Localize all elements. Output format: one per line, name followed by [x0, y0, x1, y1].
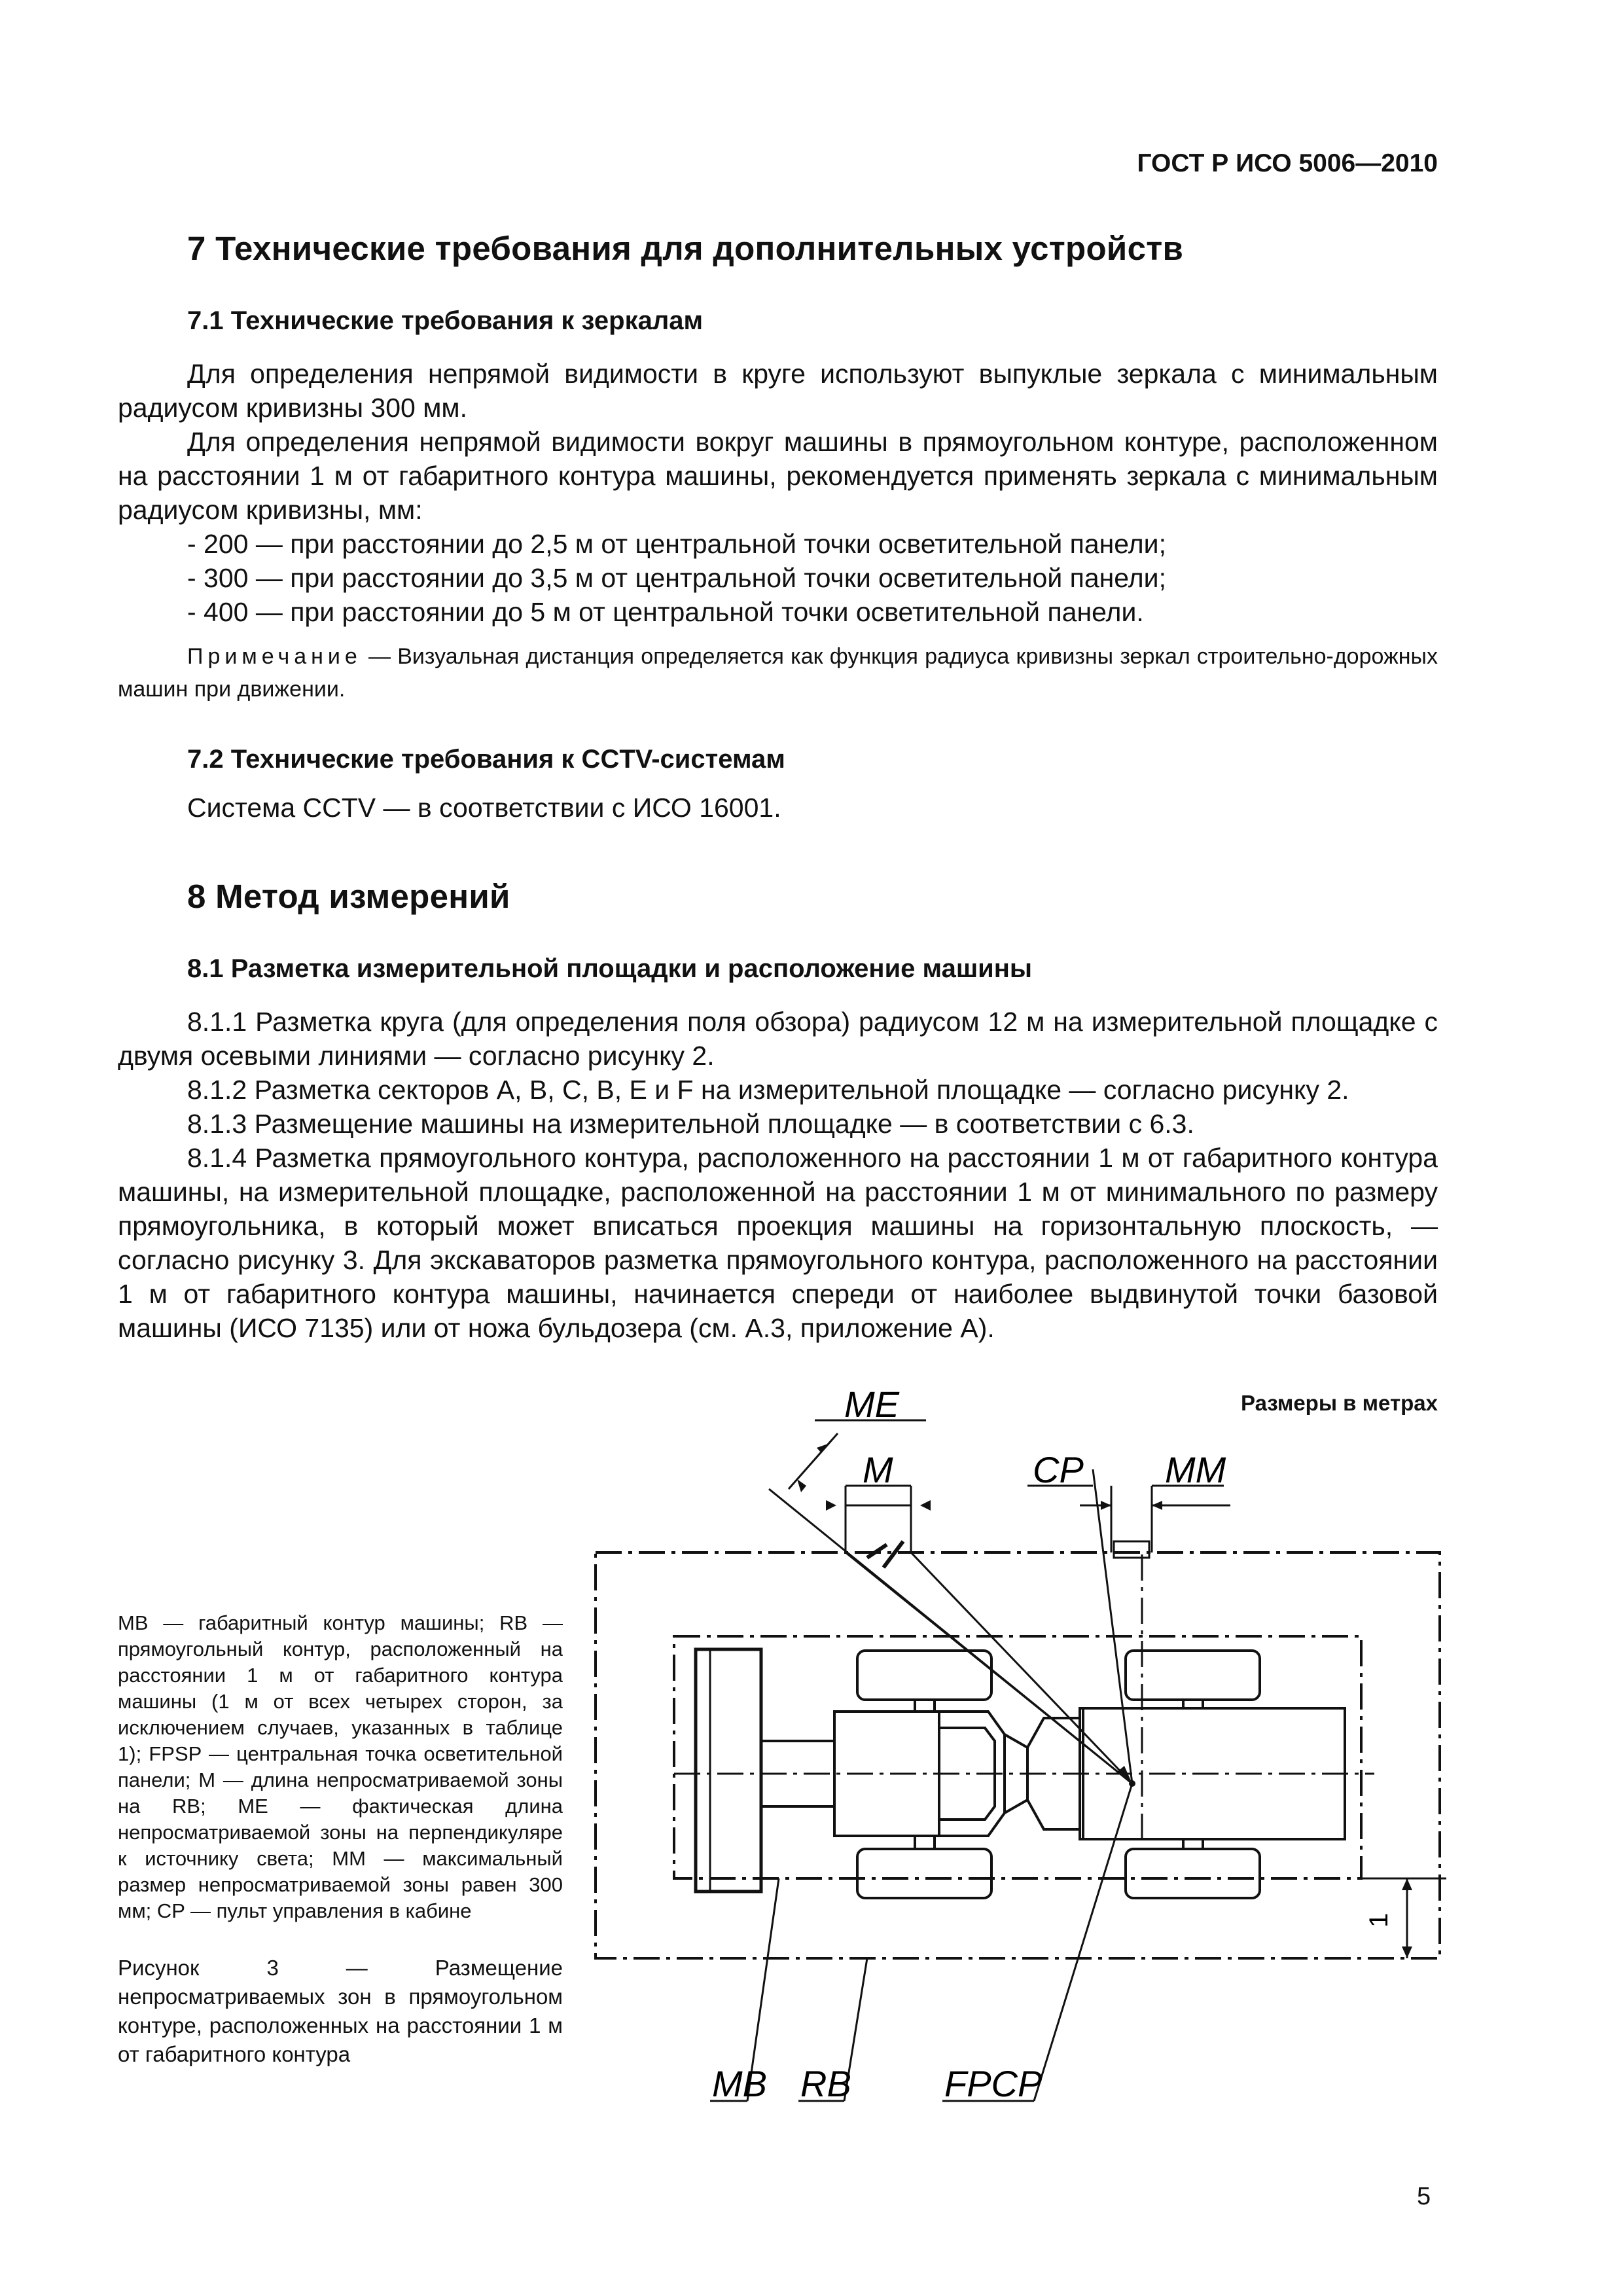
- page-number: 5: [1417, 2183, 1431, 2210]
- section-7-2-body: [118, 791, 1438, 825]
- label-mb: MB: [712, 2063, 767, 2104]
- mb-contour: [674, 1636, 1361, 1878]
- paragraph: 8.1.3 Размещение машины на измерительной площадке — в соответствии с 6.3.: [187, 1109, 1194, 1139]
- note-label: Примечание: [187, 644, 362, 669]
- arrowhead: [826, 1500, 836, 1511]
- cp-leader: [1093, 1469, 1132, 1784]
- arrowhead: [920, 1500, 931, 1511]
- section-8-title: 8 Метод измерений: [187, 878, 510, 915]
- wheel-rear-right: [1126, 1849, 1260, 1898]
- section-7-1-title: 7.1 Технические требования к зеркалам: [187, 306, 704, 335]
- wheel-rear-left: [1126, 1651, 1260, 1700]
- arrowhead: [1101, 1501, 1111, 1510]
- label-rb: RB: [800, 2063, 851, 2104]
- arrowhead: [1402, 1946, 1412, 1958]
- section-7-2-title: 7.2 Технические требования к CCTV-системам: [187, 745, 785, 774]
- wheel-front-right: [857, 1849, 991, 1898]
- label-m: M: [863, 1449, 893, 1490]
- wheel-front-left: [857, 1651, 991, 1700]
- list-item: - 200 — при расстоянии до 2,5 м от центральной точки осветительной панели;: [187, 529, 1166, 559]
- section-8-1-body: [118, 1005, 1438, 1345]
- rb-contour: [596, 1552, 1440, 1958]
- figure-caption: Рисунок 3 — Размещение непросматриваемых зон в прямоугольном контуре, расположенных на расстоянии 1 м от габаритного контура: [118, 1956, 563, 2066]
- note-text: — Визуальная дистанция определяется как функция радиуса кривизны зеркал строительно-дорожных машин при движении.: [118, 644, 1438, 702]
- sight-ray: [911, 1552, 1132, 1784]
- fpcp-point: [1129, 1780, 1135, 1787]
- paragraph: Для определения непрямой видимости в круге используют выпуклые зеркала с минимальным радиусом кривизны 300 мм.: [118, 359, 1438, 423]
- arrowhead: [1152, 1501, 1162, 1510]
- paragraph: Для определения непрямой видимости вокруг машины в прямоугольном контуре, расположенном на расстоянии 1 м от габаритного контура машины, рекомендуется применять зеркала с минимальным радиусом кривизны, мм:: [118, 427, 1438, 525]
- paragraph: Система CCTV — в соответствии с ИСО 16001.: [187, 793, 781, 823]
- arrowhead: [797, 1479, 806, 1492]
- arrowhead: [817, 1444, 828, 1453]
- label-dim-1: 1: [1364, 1912, 1393, 1928]
- me-dimension: [789, 1433, 838, 1489]
- document-header: ГОСТ Р ИСО 5006—2010: [1137, 149, 1438, 177]
- mm-marker: [1114, 1541, 1149, 1558]
- paragraph: 8.1.4 Разметка прямоугольного контура, расположенного на расстоянии 1 м от габаритного контура машины, на измерительной площадке, расположенной на расстоянии 1 м от минимального по размеру прямоугольника, в который может вписаться проекция машины на горизонтальную плоскость, — согласно рисунку 3. Для экскаваторов разметка прямоугольного контура, расположенного на расстоянии 1 м от габаритного контура машины, начинается спереди от наиболее выдвинутой точки базовой машины (ИСО 7135) или от ножа бульдозера (см. А.3, приложение А).: [118, 1143, 1438, 1343]
- label-fpcp: FPCP: [944, 2063, 1043, 2104]
- paragraph: 8.1.2 Разметка секторов A, B, C, B, E и F на измерительной площадке — согласно рисунку 2.: [187, 1075, 1349, 1105]
- arrowhead: [1402, 1878, 1412, 1890]
- section-7-1-body: [118, 357, 1438, 629]
- bulldozer-blade: [696, 1649, 761, 1892]
- label-cp: CP: [1033, 1449, 1084, 1490]
- list-item: - 300 — при расстоянии до 3,5 м от центральной точки осветительной панели;: [187, 563, 1166, 593]
- section-8-1-title: 8.1 Разметка измерительной площадки и расположение машины: [187, 954, 1033, 983]
- paragraph: 8.1.1 Разметка круга (для определения поля обзора) радиусом 12 м на измерительной площадке с двумя осевыми линиями — согласно рисунку 2.: [118, 1007, 1438, 1071]
- joint-link: [1005, 1734, 1027, 1748]
- label-me: ME: [844, 1384, 899, 1425]
- sight-ray: [846, 1552, 1132, 1784]
- figure-3-diagram: [576, 1381, 1453, 2173]
- figure-legend: MB — габаритный контур машины; RB — прямоугольный контур, расположенный на расстоянии 1 м от габаритного контура машины (1 м от всех четырех сторон, за исключением случаев, указанных в таблице 1); FPSP — центральная точка осветительной панели; M — длина непросматриваемой зоны на RB; ME — фактическая длина непросматриваемой зоны на перпендикуляре к источнику света; MM — максимальный размер непросматриваемой зоны равен 300 мм; CP — пульт управления в кабине: [118, 1611, 563, 1922]
- figure-units: Размеры в метрах: [1241, 1391, 1438, 1415]
- label-mm: MM: [1165, 1449, 1226, 1490]
- section-7-title: 7 Технические требования для дополнительных устройств: [187, 230, 1184, 267]
- joint-link: [1005, 1800, 1027, 1813]
- note: [118, 640, 1438, 706]
- list-item: - 400 — при расстоянии до 5 м от центральной точки осветительной панели.: [187, 597, 1144, 627]
